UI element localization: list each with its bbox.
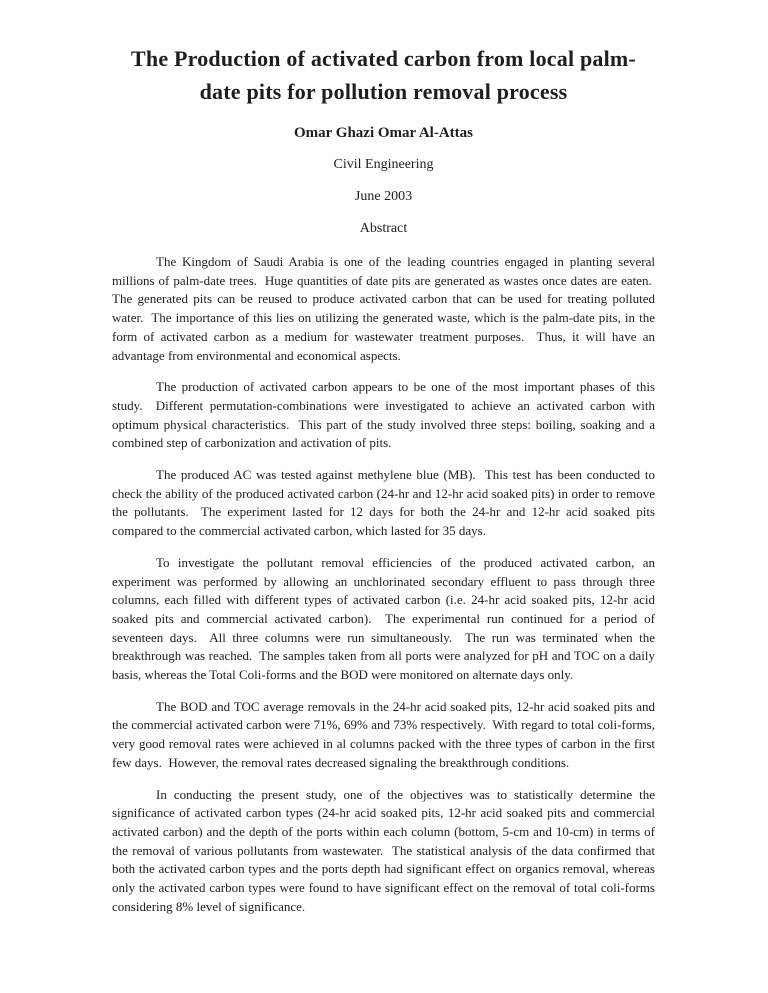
abstract-paragraph: The produced AC was tested against methylene blue (MB). This test has been conducted to check the ability of the produced activated carbon (24-hr and 12-hr acid soaked pits) in order to remove the pollutants. The experiment lasted for 12 days for both the 24-hr and 12-hr acid soaked pits compared to the commercial activated carbon, which lasted for 35 days. (112, 467, 655, 539)
abstract-body (112, 253, 655, 917)
abstract-paragraph: The BOD and TOC average removals in the 24-hr acid soaked pits, 12-hr acid soaked pits and the commercial activated carbon were 71%, 69% and 73% respectively. With regard to total coli-forms, very good removal rates were achieved in al columns packed with the three types of carbon in the first few days. However, the removal rates decreased signaling the breakthrough conditions. (112, 698, 655, 770)
document-date: June 2003 (354, 189, 413, 204)
abstract-paragraph: The Kingdom of Saudi Arabia is one of the leading countries engaged in planting several millions of palm-date trees. Huge quantities of date pits are generated as wastes once dates are eaten. The generated pits can be reused to produce activated carbon that can be used for treating polluted water. The importance of this lies on utilizing the generated waste, which is the palm-date pits, in the form of activated carbon as a medium for wastewater treatment purposes. Thus, it will have an advantage from environmental and economical aspects. (112, 254, 655, 363)
author-name: Omar Ghazi Omar Al-Attas (293, 125, 473, 141)
document-title: The Production of activated carbon from local palm-date pits for pollution removal process (131, 46, 636, 104)
abstract-heading: Abstract (359, 221, 408, 236)
abstract-paragraph: The production of activated carbon appears to be one of the most important phases of this study. Different permutation-combinations were investigated to achieve an activated carbon with optimum physical characteristics. This part of the study involved three steps: boiling, soaking and a combined step of carbonization and activation of pits. (112, 379, 655, 451)
department: Civil Engineering (333, 157, 434, 172)
abstract-paragraph: To investigate the pollutant removal efficiencies of the produced activated carbon, an experiment was performed by allowing an unchlorinated secondary effluent to pass through three columns, each filled with different types of activated carbon (i.e. 24-hr acid soaked pits, 12-hr acid soaked pits and commercial activated carbon). The experimental run continued for a period of seventeen days. All three columns were run simultaneously. The run was terminated when the breakthrough was reached. The samples taken from all ports were analyzed for pH and TOC on a daily basis, whereas the Total Coli-forms and the BOD were monitored on alternate days only. (112, 554, 655, 683)
abstract-paragraph: In conducting the present study, one of the objectives was to statistically determine the significance of activated carbon types (24-hr acid soaked pits, 12-hr acid soaked pits and commercial activated carbon) and the depth of the ports within each column (bottom, 5-cm and 10-cm) in terms of the removal of various pollutants from wastewater. The statistical analysis of the data confirmed that both the activated carbon types and the ports depth had significant effect on organics removal, whereas only the activated carbon types were found to have significant effect on the removal of total coli-forms considering 8% level of significance. (112, 786, 655, 914)
